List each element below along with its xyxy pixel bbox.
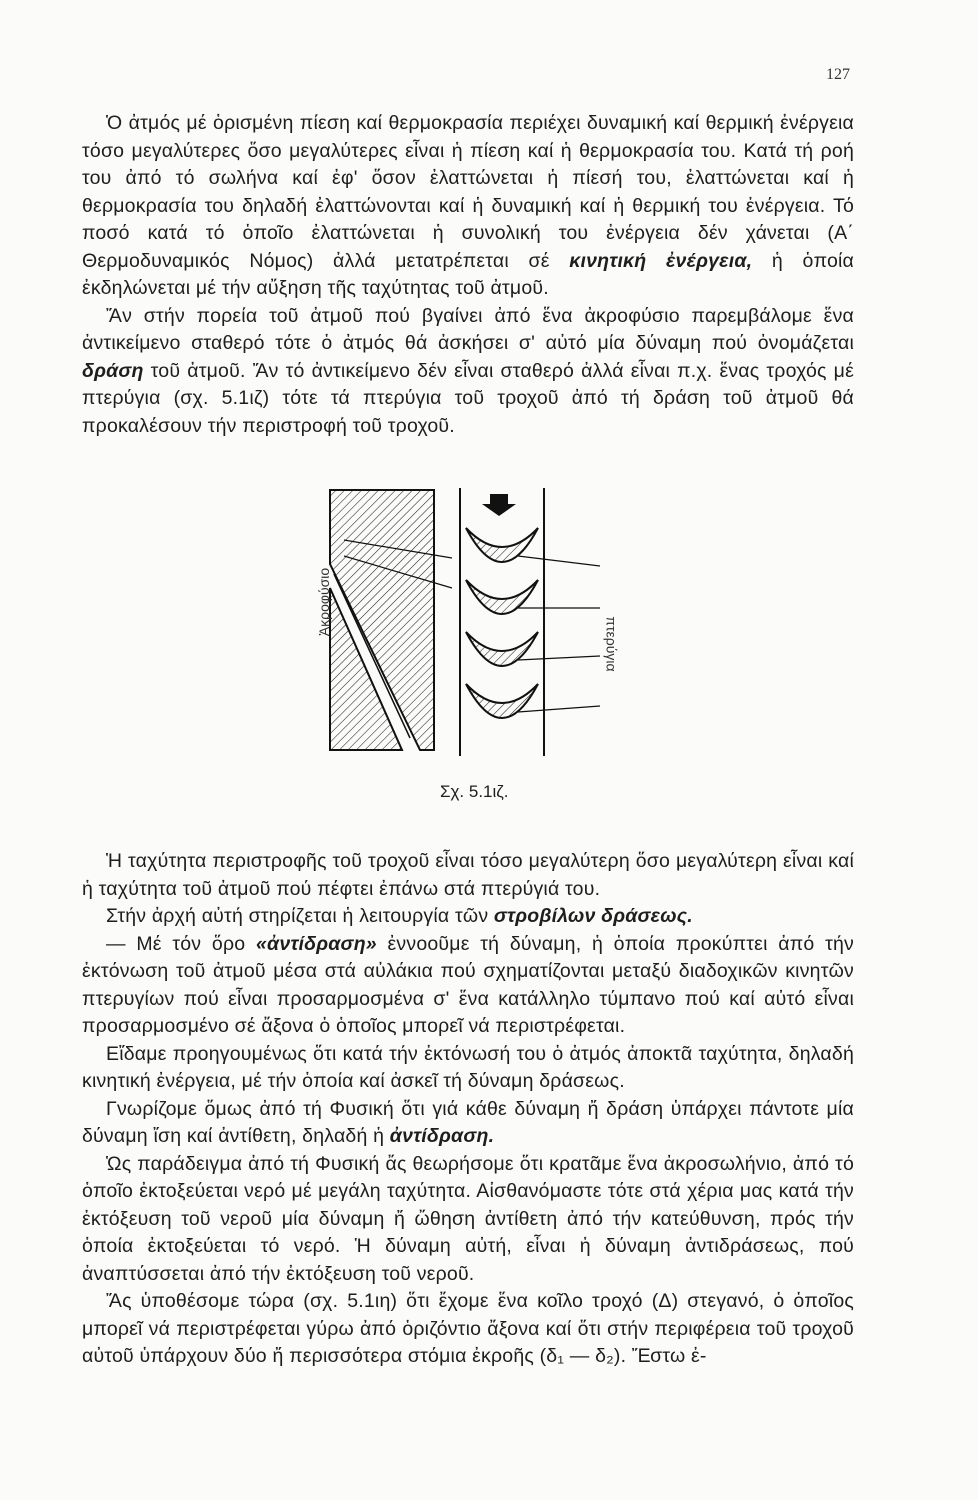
leader-line xyxy=(518,556,600,566)
paragraph-action-force: Ἄν στήν πορεία τοῦ ἀτμοῦ πού βγαίνει ἀπό ἕνα ἀκροφύσιο παρεμβάλομε ἕνα ἀντικείμενο σταθερό τότε ὁ ἀτμός θά ἀσκήσει σ' αὐτό μία δύναμη πού ὀνομάζεται δράση τοῦ ἀτμοῦ. Ἄν τό ἀντικείμενο δέν εἶναι σταθερό ἀλλά εἶναι π.χ. ἕνας τροχός μέ πτερύγια (σχ. 5.1ιζ) τότε τά πτερύγια τοῦ τροχοῦ ἀπό τή δράση τοῦ ἀτμοῦ θά προκαλέσουν τήν περιστροφή τοῦ τροχοῦ. xyxy=(82,304,854,437)
paragraph-rotation-speed: Ἡ ταχύτητα περιστροφῆς τοῦ τροχοῦ εἶναι τόσο μεγαλύτερη ὅσο μεγαλύτερη εἶναι καί ἡ ταχύτητα τοῦ ἀτμοῦ πού πέφτει ἐπάνω στά πτερύγιά του. xyxy=(82,850,854,900)
emphasis-kinetic-energy: κινητική ἐνέργεια, xyxy=(569,249,753,272)
nozzle-label: Ἀκροφύσιο xyxy=(316,567,333,637)
bottom-text-block xyxy=(82,848,854,1371)
leader-line xyxy=(518,706,600,712)
blades-label: πτερύγια xyxy=(603,616,620,672)
figure-caption: Σχ. 5.1ιζ. xyxy=(440,782,509,801)
paragraph-impulse-turbines: Στήν ἀρχή αὐτή στηρίζεται ἡ λειτουργία τῶν στροβίλων δράσεως. xyxy=(106,905,693,927)
figure-impulse-turbine xyxy=(282,476,642,816)
blade xyxy=(466,580,538,614)
turbine-blades xyxy=(466,528,538,718)
nozzle-block xyxy=(330,490,434,750)
top-text-block xyxy=(82,110,854,440)
paragraph-nozzle-example: Ὡς παράδειγμα ἀπό τή Φυσική ἄς θεωρήσομε ὅτι κρατᾶμε ἕνα ἀκροσωλήνιο, ἀπό τό ὁποῖο ἐκτοξεύεται νερό μέ μεγάλη ταχύτητα. Αἰσθανόμαστε τότε στά χέρια μας κατά τήν ἐκτόξευση τοῦ νεροῦ μία δύναμη ἤ ὤθηση ἀντίθετη ἀπό τήν κατεύθυνση, πρός τήν ὁποία ἐκτοξεύεται τό νερό. Ἡ δύναμη αὐτή, εἶναι ἡ δύναμη ἀντιδράσεως, πού ἀναπτύσσεται ἀπό τήν ἐκτόξευση τοῦ νεροῦ. xyxy=(82,1152,854,1285)
page-number: 127 xyxy=(826,66,850,83)
leader-line xyxy=(518,656,600,660)
flow-arrow-icon xyxy=(482,494,516,516)
paragraph-steam-energy: Ὁ ἀτμός μέ ὁρισμένη πίεση καί θερμοκρασία περιέχει δυναμική καί θερμική ἐνέργεια τόσο μεγαλύτερες ὅσο μεγαλύτερες εἶναι ἡ πίεση καί ἡ θερμοκρασία του. Κατά τή ροή του ἀπό τό σωλήνα καί ἐφ' ὅσον ἐλαττώνεται ἡ πίεσή του, ἐλαττώνεται καί ἡ θερμοκρασία του δηλαδή ἐλαττώνονται καί ἡ δυναμική καί ἡ θερμική του ἐνέργεια. Τό ποσό κατά τό ὁποῖο ἐλαττώνεται ἡ συνολική του ἐνέργεια δέν χάνεται (Α΄ Θερμοδυναμικός Νόμος) ἀλλά μετατρέπεται σέ κινητική ἐνέργεια, ἡ ὁποία ἐκδηλώνεται μέ τήν αὔξηση τῆς ταχύτητας τοῦ ἀτμοῦ. xyxy=(82,112,854,299)
paragraph-hollow-wheel: Ἄς ὑποθέσομε τώρα (σχ. 5.1ιη) ὅτι ἔχομε ἕνα κοῖλο τροχό (Δ) στεγανό, ὁ ὁποῖος μπορεῖ νά περιστρέφεται γύρω ἀπό ὁριζόντιο ἄξονα καί ὅτι στήν περιφέρεια τοῦ τροχοῦ αὐτοῦ ὑπάρχουν δύο ἤ περισσότερα στόμια ἐκροῆς (δ₁ — δ₂). Ἔστω ἐ- xyxy=(82,1290,854,1367)
blade xyxy=(466,632,538,666)
paragraph-kinetic-energy: Εἴδαμε προηγουμένως ὅτι κατά τήν ἐκτόνωσή του ὁ ἀτμός ἀποκτᾶ ταχύτητα, δηλαδή κινητική ἐνέργεια, μέ τήν ὁποία καί ἀσκεῖ τή δύναμη δράσεως. xyxy=(82,1042,854,1092)
emphasis-reaction-2: ἀντίδραση. xyxy=(389,1125,495,1147)
paragraph-newton-law: Γνωρίζομε ὅμως ἀπό τή Φυσική ὅτι γιά κάθε δύναμη ἤ δράση ὑπάρχει πάντοτε μία δύναμη ἴση καί ἀντίθετη, δηλαδή ἡ ἀντίδραση. xyxy=(82,1097,854,1147)
emphasis-impulse-turbines: στροβίλων δράσεως. xyxy=(493,905,693,927)
paragraph-reaction-definition: — Μέ τόν ὅρο «ἀντίδραση» ἐννοοῦμε τή δύναμη, ἡ ὁποία προκύπτει ἀπό τήν ἐκτόνωση τοῦ ἀτμοῦ μέσα στά αὐλάκια πού σχηματίζονται μεταξύ διαδοχικῶν κινητῶν πτερυγίων πού εἶναι προσαρμοσμένα σ' ἕνα κατάλληλο τύμπανο πού καί αὐτό εἶναι προσαρμοσμένο σέ ἄξονα ὁ ὁποῖος μπορεῖ νά περιστρέφεται. xyxy=(82,932,855,1037)
turbine-diagram xyxy=(282,476,642,776)
emphasis-action: δράση xyxy=(82,359,144,382)
blade xyxy=(466,684,538,718)
emphasis-reaction: «ἀντίδραση» xyxy=(255,932,377,955)
